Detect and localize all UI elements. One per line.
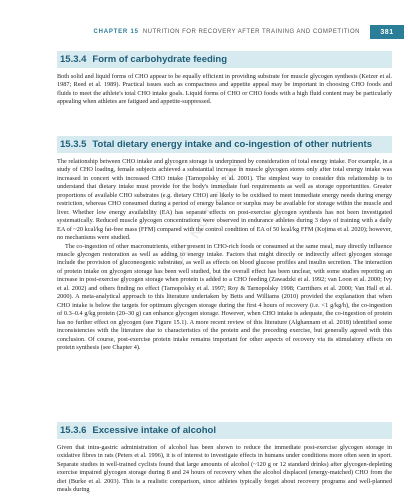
section-body bbox=[57, 444, 392, 495]
section-excessive-alcohol bbox=[0, 422, 408, 495]
chapter-label: CHAPTER 15 bbox=[93, 29, 139, 35]
section-heading bbox=[57, 51, 392, 68]
paragraph: Both solid and liquid forms of CHO appear to be equally efficient in providing substrate for muscle glycogen synthesis (Keizer et al. 1987; Reed et al. 1989). Practical issues such as compactness and appetite appeal may be important in choosing CHO foods and fluids to meet the athlete's total CHO intake goals. Liquid forms of CHO or CHO foods with a high fluid content may be particularly appealing when athletes are fatigued and appetite-suppressed. bbox=[57, 73, 392, 106]
section-number: 15.3.6 bbox=[60, 425, 87, 436]
section-number: 15.3.4 bbox=[60, 54, 87, 65]
section-body bbox=[57, 73, 392, 107]
section-heading bbox=[57, 136, 392, 153]
section-form-of-carbohydrate bbox=[0, 51, 408, 107]
chapter-title: NUTRITION FOR RECOVERY AFTER TRAINING AND COMPETITION bbox=[142, 29, 360, 35]
paragraph: Given that intra-gastric administration of alcohol has been shown to reduce the immediate post-exercise glycogen storage in oxidative fibres in rats (Peters et al. 1996), it is of interest to investigate effects in humans under conditions more often seen in sport. Separate studies in well-trained cyclists found that large amounts of alcohol (~120 g or 12 standard drinks) after glycogen-depleting exercise impaired glycogen storage during 8 and 24 hours of recovery when the alcohol displaced (energy-matched) CHO from the diet (Burke et al. 2003). This is a realistic comparison, since athletes typically forget about recovery programs and well-planned meals during bbox=[57, 444, 392, 494]
section-title: Form of carbohydrate feeding bbox=[92, 54, 228, 65]
paragraph: The co-ingestion of other macronutrients, either present in CHO-rich foods or consumed at the same meal, may directly influence muscle glycogen restoration as well as adding to energy intake. Factors that might directly or indirectly affect glycogen storage include the provision of gluconeogenic substrates, as well as effects on blood glucose profiles and insulin secretion. The interaction of protein intake on glycogen storage has been well studied, but the overall effect has been unclear, with some studies reporting an increase in post-exercise glycogen storage when protein is added to a CHO feeding (Zawadzki et al. 1992; van Loon et al. 2000; Ivy et al. 2002) and others finding no effect (Tarnopolsky et al. 1997; Roy & Tarnopolsky 1998; Carrithers et al. 2000; Van Hall et al. 2000). A meta-analytical approach to this literature undertaken by Betts and Williams (2010) provided the explanation that when CHO intake is below the targets for optimum glycogen storage during the first 4 hours of recovery (i.e. <1 g/kg/h), the co-ingestion of 0.3–0.4 g/kg protein (20–30 g) can enhance glycogen storage. However, when CHO intake is adequate, the co-ingestion of protein has no further effect on glycogen (see Figure 15.1). A more recent review of this literature (Alghannam et al. 2018) identified some inconsistencies with the literature due to characteristics of the protein and the preceding exercise, but generally agreed with this conclusion. Of course, post-exercise protein intake remains important for other aspects of recovery via its stimulatory effects on protein synthesis (see Chapter 4). bbox=[57, 242, 392, 351]
section-total-energy-intake bbox=[0, 136, 408, 352]
page-number: 381 bbox=[370, 25, 404, 39]
section-heading bbox=[57, 422, 392, 439]
running-header bbox=[0, 23, 408, 41]
section-title: Total dietary energy intake and co-ingestion of other nutrients bbox=[92, 139, 373, 150]
watermark: DO NOT COPY bbox=[170, 155, 249, 268]
section-number: 15.3.5 bbox=[60, 139, 87, 150]
paragraph: The relationship between CHO intake and glycogen storage is underpinned by consideration of total energy intake. For example, in a study of CHO loading, female subjects achieved a substantial increase in muscle glycogen stores only after total energy intake was increased in concert with increased CHO intake (Tarnopolsky et al. 2001). The simplest way to consider this relationship is to understand that dietary intake must provide for the body's immediate fuel requirements as well as storage opportunities. Greater proportions of available CHO substrates (e.g. dietary CHO) are likely to be oxidised to meet immediate energy needs during energy restriction, whereas CHO consumed during a period of energy balance or surplus may be available for storage within the muscle and liver. Whether low energy availability (EA) has separate effects on post-exercise glycogen synthesis has not been investigated systematically. Reduced muscle glycogen concentrations were observed in endurance athletes during 3 days of training with a daily EA of ~20 kcal/kg fat-free mass (FFM) compared with the control condition of EA of 50 kcal/kg FFM (Kojima et al. 2020); however, no mechanisms were studied. bbox=[57, 158, 392, 242]
section-title: Excessive intake of alcohol bbox=[92, 425, 216, 436]
section-body bbox=[57, 158, 392, 352]
